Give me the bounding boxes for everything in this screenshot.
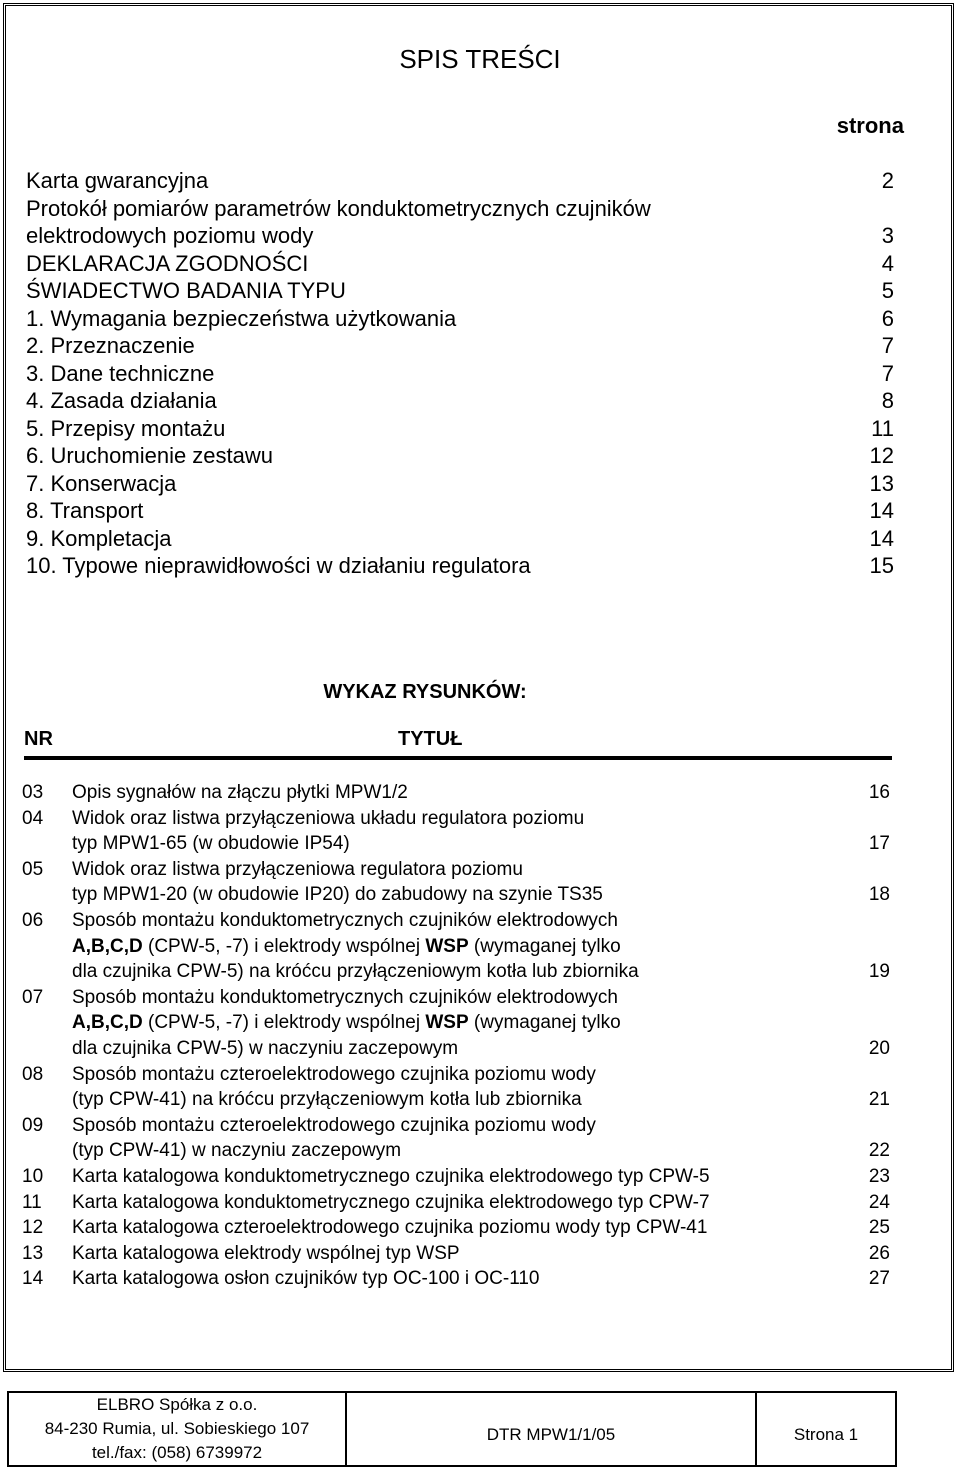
toc-item: [26, 306, 894, 334]
toc-item-label: 1. Wymagania bezpieczeństwa użytkowania: [26, 305, 457, 331]
figure-number: 03: [22, 782, 44, 803]
figure-page: 19: [868, 961, 890, 983]
figure-entry-line: [22, 1038, 890, 1062]
toc-item: [26, 416, 894, 444]
figure-entry-line: [22, 987, 890, 1011]
toc-item-label: 9. Kompletacja: [26, 525, 172, 551]
figure-entry-line: [22, 1268, 890, 1292]
toc-item-page: 5: [881, 278, 894, 303]
toc-item-label: 7. Konserwacja: [26, 470, 177, 496]
figure-page: 25: [868, 1217, 890, 1239]
figure-title: typ MPW1-65 (w obudowie IP54): [72, 833, 350, 855]
figure-entry-line: [22, 1012, 890, 1036]
figures-title-header: TYTUŁ: [398, 728, 463, 750]
figure-page: 18: [868, 884, 890, 906]
toc-item: [26, 526, 894, 554]
toc-item: [26, 471, 894, 499]
figure-page: 22: [868, 1140, 890, 1162]
footer-doc-id: DTR MPW1/1/05: [347, 1393, 757, 1465]
figure-title: A,B,C,D (CPW-5, -7) i elektrody wspólnej WSP (wymaganej tylko: [72, 1012, 621, 1034]
toc-item: [26, 498, 894, 526]
figure-title: (typ CPW-41) w naczyniu zaczepowym: [72, 1140, 402, 1162]
figure-title: dla czujnika CPW-5) w naczyniu zaczepowym: [72, 1038, 459, 1059]
figures-nr-header: NR: [24, 728, 53, 750]
toc-item-page: 6: [881, 305, 894, 331]
figure-title: Karta katalogowa elektrody wspólnej typ WSP: [72, 1242, 460, 1264]
figure-title: typ MPW1-20 (w obudowie IP20) do zabudowy na szynie TS35: [72, 884, 603, 906]
toc-item: [26, 443, 894, 471]
toc-item: [26, 278, 894, 306]
figure-number: 05: [22, 858, 44, 880]
figure-title: Karta katalogowa osłon czujników typ OC-100 i OC-110: [72, 1268, 540, 1290]
figures-heading: WYKAZ RYSUNKÓW:: [323, 681, 527, 703]
figure-entry-line: [22, 1192, 890, 1216]
toc-item: [26, 196, 894, 224]
figure-entry-line: [22, 1089, 890, 1113]
page-column-header: strona: [836, 113, 904, 138]
toc-item: [26, 388, 894, 416]
footer-table: [7, 1391, 897, 1467]
figure-entry-line: [22, 884, 890, 908]
figure-number: 10: [22, 1166, 44, 1187]
figure-entry-line: [22, 808, 890, 832]
toc-item-page: 7: [881, 360, 894, 386]
header-divider: [24, 756, 892, 760]
figure-number: 08: [22, 1063, 44, 1085]
figure-title: Karta katalogowa czteroelektrodowego czujnika poziomu wody typ CPW-41: [72, 1217, 708, 1239]
figure-title: A,B,C,D (CPW-5, -7) i elektrody wspólnej WSP (wymaganej tylko: [72, 935, 621, 957]
toc-item: [26, 168, 894, 196]
figure-entry-line: [22, 1217, 890, 1241]
footer-page-number: Strona 1: [793, 1425, 859, 1444]
toc-item-label: ŚWIADECTWO BADANIA TYPU: [26, 278, 346, 303]
figure-page: 26: [868, 1242, 890, 1264]
footer-phone: tel./fax: (058) 6739972: [91, 1443, 263, 1462]
toc-item-page: 11: [871, 415, 894, 441]
toc-item-page: 12: [869, 443, 894, 468]
figure-title: Karta katalogowa konduktometrycznego czujnika elektrodowego typ CPW-5: [72, 1166, 710, 1187]
figure-page: 27: [868, 1268, 890, 1290]
figure-entry-line: [22, 936, 890, 960]
toc-item: [26, 553, 894, 581]
figure-number: 12: [22, 1217, 44, 1239]
footer-company-cell: [9, 1393, 347, 1465]
figure-entry-line: [22, 859, 890, 883]
figure-entry-line: [22, 1064, 890, 1088]
toc-item-label: Protokół pomiarów parametrów konduktometrycznych czujników: [26, 195, 651, 221]
figure-number: 07: [22, 986, 44, 1008]
toc-item: [26, 361, 894, 389]
figure-title: Opis sygnałów na złączu płytki MPW1/2: [72, 782, 408, 803]
figure-entry-line: [22, 1140, 890, 1164]
figure-title: Sposób montażu konduktometrycznych czujników elektrodowych: [72, 986, 618, 1008]
toc-item-label: 3. Dane techniczne: [26, 360, 215, 386]
toc-item-page: 13: [869, 470, 894, 496]
toc-item-label: elektrodowych poziomu wody: [26, 223, 314, 248]
toc-item-label: 4. Zasada działania: [26, 388, 217, 413]
toc-item-page: 14: [869, 525, 894, 551]
footer-company: ELBRO Spółka z o.o.: [96, 1395, 258, 1414]
figure-entry-line: [22, 910, 890, 934]
figure-title: Sposób montażu czteroelektrodowego czujnika poziomu wody: [72, 1063, 596, 1085]
figure-title: Widok oraz listwa przyłączeniowa układu regulatora poziomu: [72, 807, 585, 829]
toc-item-label: 8. Transport: [26, 498, 144, 523]
figure-entry-line: [22, 961, 890, 985]
toc-item-page: 7: [881, 333, 894, 358]
toc-item-page: 2: [881, 168, 894, 193]
toc-item: [26, 223, 894, 251]
figure-title: Widok oraz listwa przyłączeniowa regulatora poziomu: [72, 858, 523, 880]
toc-item-label: 10. Typowe nieprawidłowości w działaniu regulatora: [26, 553, 531, 578]
figure-title: (typ CPW-41) na króćcu przyłączeniowym kotła lub zbiornika: [72, 1089, 582, 1111]
toc-item-label: DEKLARACJA ZGODNOŚCI: [26, 250, 309, 276]
figure-number: 14: [22, 1268, 44, 1290]
toc-item-page: 15: [869, 553, 894, 578]
figure-entry-line: [22, 833, 890, 857]
figure-title: Sposób montażu konduktometrycznych czujników elektrodowych: [72, 910, 618, 931]
toc-item-label: 5. Przepisy montażu: [26, 415, 226, 441]
figure-entry-line: [22, 1115, 890, 1139]
toc-item-page: 3: [881, 223, 894, 248]
figure-title: Karta katalogowa konduktometrycznego czujnika elektrodowego typ CPW-7: [72, 1191, 710, 1213]
figure-page: 21: [868, 1089, 890, 1111]
figure-page: 16: [868, 782, 890, 803]
figure-page: 24: [868, 1191, 890, 1213]
figure-entry-line: [22, 1243, 890, 1267]
figure-number: 13: [22, 1242, 44, 1264]
figure-number: 11: [22, 1191, 42, 1213]
toc-item-page: 14: [869, 498, 894, 523]
toc-item-label: 6. Uruchomienie zestawu: [26, 443, 274, 468]
figure-number: 04: [22, 807, 44, 829]
toc-item: [26, 333, 894, 361]
figure-number: 09: [22, 1114, 44, 1136]
figure-page: 17: [868, 833, 890, 855]
figure-entry-line: [22, 782, 890, 806]
toc-item-page: 4: [881, 250, 894, 276]
toc-item: [26, 251, 894, 279]
figure-number: 06: [22, 910, 44, 931]
page-title: SPIS TREŚCI: [399, 44, 561, 74]
figure-page: 20: [868, 1038, 890, 1059]
toc-item-page: 8: [881, 388, 894, 413]
figure-page: 23: [868, 1166, 890, 1187]
figure-title: Sposób montażu czteroelektrodowego czujnika poziomu wody: [72, 1114, 596, 1136]
toc-item-label: 2. Przeznaczenie: [26, 333, 195, 358]
toc-item-label: Karta gwarancyjna: [26, 168, 209, 193]
figure-title: dla czujnika CPW-5) na króćcu przyłączeniowym kotła lub zbiornika: [72, 961, 639, 983]
figure-entry-line: [22, 1166, 890, 1190]
footer-address: 84-230 Rumia, ul. Sobieskiego 107: [44, 1419, 310, 1438]
